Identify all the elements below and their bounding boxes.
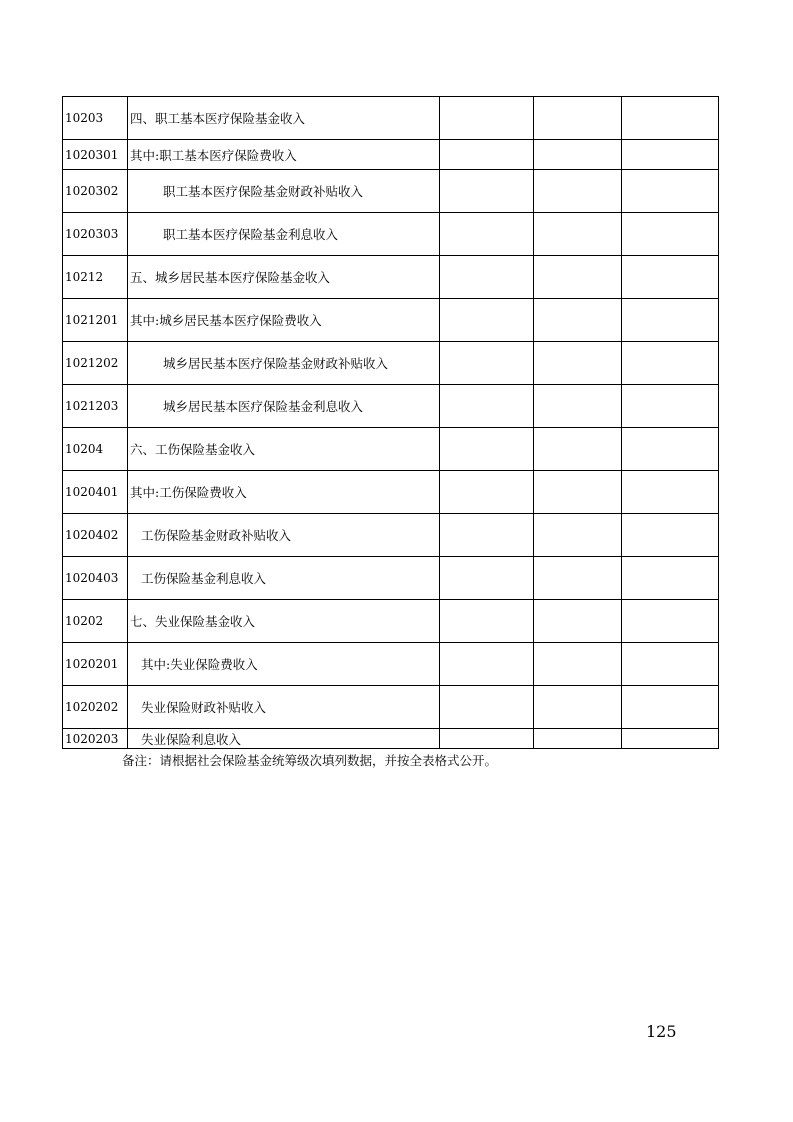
value-cell [534,471,622,513]
table-row [62,643,719,686]
value-cell [622,342,718,384]
value-cell [622,428,718,470]
value-cell [440,385,534,427]
value-cell [622,140,718,169]
value-cell [534,643,622,685]
row-code: 1020303 [63,213,128,255]
fund-income-table [62,96,719,749]
value-cell [534,686,622,728]
table-row [62,729,719,749]
value-cell [534,342,622,384]
row-name: 其中:失业保险费收入 [128,643,440,685]
row-code: 1021201 [63,299,128,341]
row-code: 1020301 [63,140,128,169]
row-code: 10212 [63,256,128,298]
value-cell [440,140,534,169]
value-cell [440,299,534,341]
value-cell [440,643,534,685]
value-cell [534,170,622,212]
value-cell [622,686,718,728]
value-cell [622,729,718,748]
row-name: 工伤保险基金财政补贴收入 [128,514,440,556]
row-name: 城乡居民基本医疗保险基金利息收入 [128,385,440,427]
row-code: 1021202 [63,342,128,384]
row-name: 职工基本医疗保险基金利息收入 [128,213,440,255]
row-name: 其中:城乡居民基本医疗保险费收入 [128,299,440,341]
row-name: 工伤保险基金利息收入 [128,557,440,599]
value-cell [534,557,622,599]
row-code: 1020402 [63,514,128,556]
value-cell [622,97,718,139]
value-cell [440,342,534,384]
table-row [62,686,719,729]
value-cell [534,514,622,556]
table-row [62,557,719,600]
row-name: 其中:职工基本医疗保险费收入 [128,140,440,169]
row-code: 1020302 [63,170,128,212]
table-note: 备注：请根据社会保险基金统筹级次填列数据，并按全表格式公开。 [122,753,498,768]
value-cell [440,686,534,728]
row-code: 1020203 [63,729,128,748]
value-cell [534,600,622,642]
value-cell [440,428,534,470]
value-cell [622,600,718,642]
value-cell [440,256,534,298]
row-code: 10203 [63,97,128,139]
table-row [62,299,719,342]
row-name: 六、工伤保险基金收入 [128,428,440,470]
value-cell [622,557,718,599]
row-code: 10202 [63,600,128,642]
table-row [62,170,719,213]
row-name: 五、城乡居民基本医疗保险基金收入 [128,256,440,298]
row-name: 失业保险财政补贴收入 [128,686,440,728]
row-name: 四、职工基本医疗保险基金收入 [128,97,440,139]
value-cell [622,385,718,427]
value-cell [440,600,534,642]
value-cell [622,299,718,341]
row-code: 1020201 [63,643,128,685]
value-cell [622,514,718,556]
value-cell [440,97,534,139]
table-row [62,385,719,428]
table-row [62,428,719,471]
value-cell [534,140,622,169]
value-cell [622,213,718,255]
value-cell [534,256,622,298]
page-number: 125 [646,1022,677,1041]
row-name: 职工基本医疗保险基金财政补贴收入 [128,170,440,212]
table-row [62,256,719,299]
value-cell [440,471,534,513]
table-row [62,96,719,140]
row-code: 1020403 [63,557,128,599]
value-cell [534,299,622,341]
row-code: 10204 [63,428,128,470]
row-code: 1020202 [63,686,128,728]
value-cell [534,729,622,748]
table-row [62,600,719,643]
value-cell [622,471,718,513]
table-row [62,213,719,256]
value-cell [440,213,534,255]
value-cell [622,256,718,298]
row-code: 1020401 [63,471,128,513]
value-cell [534,385,622,427]
value-cell [622,643,718,685]
table-row [62,140,719,170]
value-cell [440,514,534,556]
row-name: 七、失业保险基金收入 [128,600,440,642]
row-name: 城乡居民基本医疗保险基金财政补贴收入 [128,342,440,384]
value-cell [440,170,534,212]
value-cell [534,428,622,470]
table-row [62,342,719,385]
row-name: 失业保险利息收入 [128,729,440,748]
value-cell [534,97,622,139]
value-cell [534,213,622,255]
table-row [62,471,719,514]
row-name: 其中:工伤保险费收入 [128,471,440,513]
row-code: 1021203 [63,385,128,427]
value-cell [440,557,534,599]
table-row [62,514,719,557]
value-cell [622,170,718,212]
value-cell [440,729,534,748]
